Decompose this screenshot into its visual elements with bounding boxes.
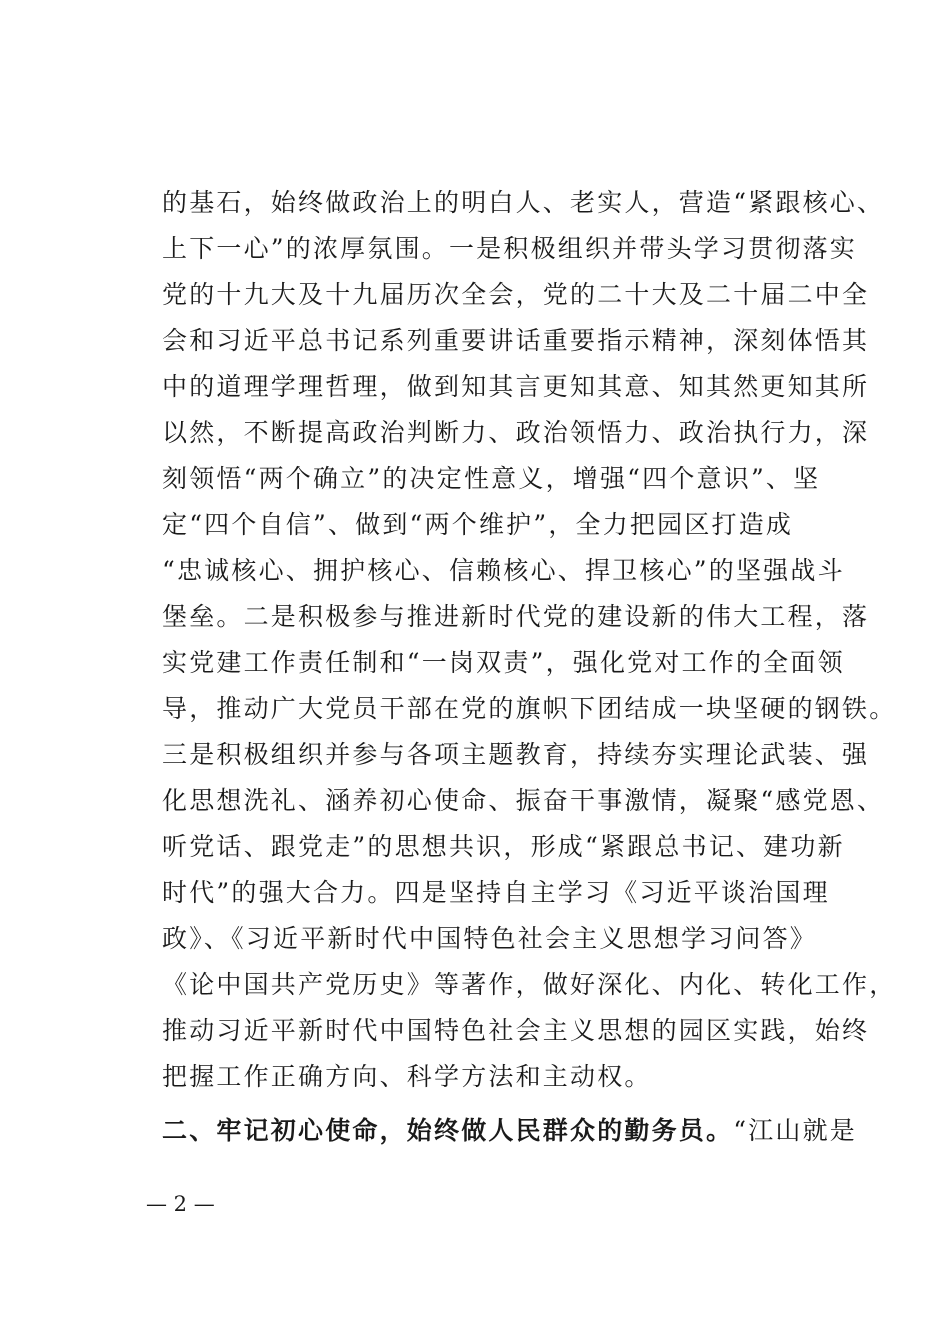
text-line: 的基石，始终做政治上的明白人、老实人，营造“紧跟核心、 — [162, 188, 885, 217]
text-line: 定“四个自信”、做到“两个维护”，全力把园区打造成 — [162, 510, 794, 539]
text-line: 实党建工作责任制和“一岗双责”，强化党对工作的全面领 — [162, 648, 845, 677]
section-heading — [162, 1108, 857, 1154]
section-heading-title: 二、牢记初心使命，始终做人民群众的勤务员。 — [162, 1116, 734, 1145]
text-line: 《论中国共产党历史》等著作，做好深化、内化、转化工作， — [162, 970, 897, 999]
section-heading-continuation: “江山就是 — [733, 1116, 857, 1145]
text-line: 化思想洗礼、涵养初心使命、振奋干事激情，凝聚“感党恩、 — [162, 786, 885, 815]
text-line: 政》、《习近平新时代中国特色社会主义思想学习问答》 — [162, 924, 818, 953]
text-line: 推动习近平新时代中国特色社会主义思想的园区实践，始终 — [162, 1016, 870, 1045]
text-line: 导，推动广大党员干部在党的旗帜下团结成一块坚硬的钢铁。 — [162, 694, 897, 723]
text-line: “忠诚核心、拥护核心、信赖核心、捍卫核心”的坚强战斗 — [162, 556, 845, 585]
body-text — [162, 180, 897, 1154]
text-line: 堡垒。二是积极参与推进新时代党的建设新的伟大工程，落 — [162, 602, 870, 631]
page-number: — 2 — — [146, 1192, 215, 1216]
text-line: 党的十九大及十九届历次全会，党的二十大及二十届二中全 — [162, 280, 870, 309]
text-line: 以然，不断提高政治判断力、政治领悟力、政治执行力，深 — [162, 418, 870, 447]
text-line: 中的道理学理哲理，做到知其言更知其意、知其然更知其所 — [162, 372, 870, 401]
text-line: 时代”的强大合力。四是坚持自主学习《习近平谈治国理 — [162, 878, 830, 907]
text-line: 会和习近平总书记系列重要讲话重要指示精神，深刻体悟其 — [162, 326, 870, 355]
text-line: 上下一心”的浓厚氛围。一是积极组织并带头学习贯彻落实 — [162, 234, 857, 263]
text-line: 听党话、跟党走”的思想共识，形成“紧跟总书记、建功新 — [162, 832, 845, 861]
text-line: 把握工作正确方向、科学方法和主动权。 — [162, 1062, 652, 1091]
text-line: 三是积极组织并参与各项主题教育，持续夯实理论武装、强 — [162, 740, 870, 769]
text-line: 刻领悟“两个确立”的决定性意义，增强“四个意识”、坚 — [162, 464, 821, 493]
